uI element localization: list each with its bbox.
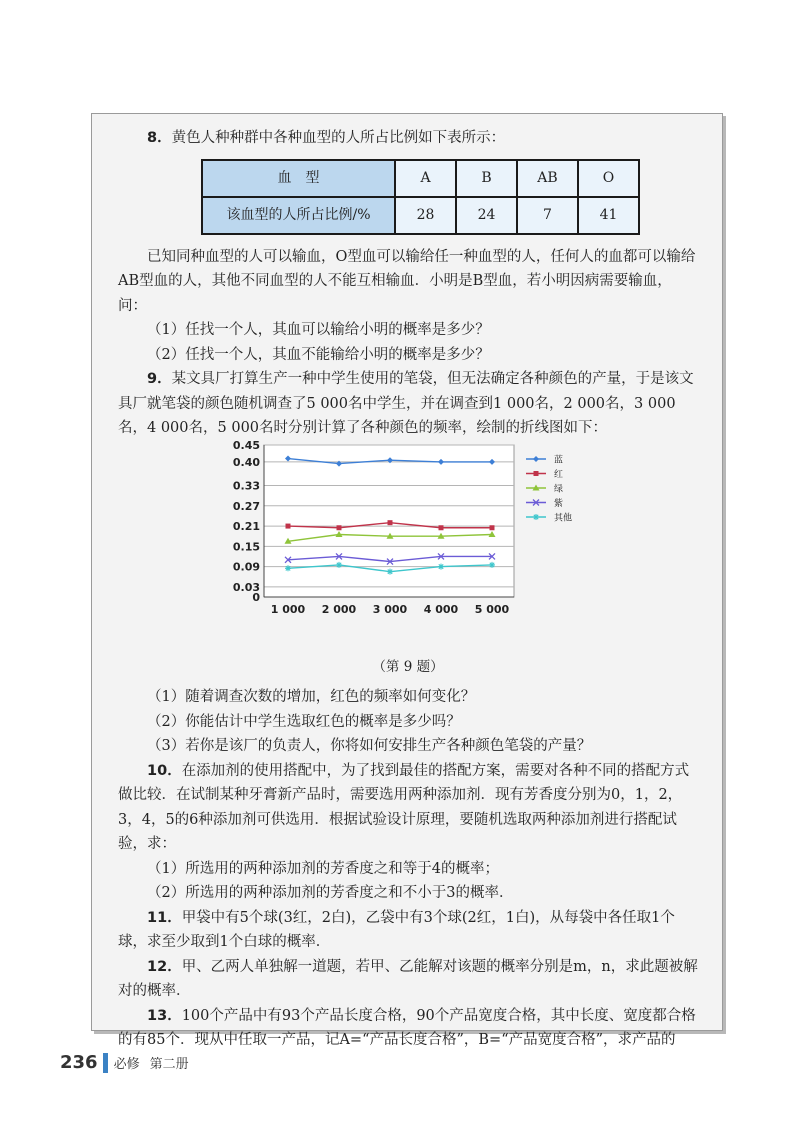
q11-para: 甲袋中有5个球(3红，2白)，乙袋中有3个球(2红，1白)，从每袋中各任取1个球，求至少取到1个白球的概率． bbox=[118, 909, 675, 950]
q9-para: 某文具厂打算生产一种中学生使用的笔袋，但无法确定各种颜色的产量，于是该文具厂就笔袋的颜色随机调查了5 000名中学生，并在调查到1 000名，2 000名，3 000名，4 000名，5 000名时分别计算了各种颜色的频率，绘制的折线图如下： bbox=[118, 371, 694, 436]
data-point bbox=[388, 520, 393, 525]
y-tick-label: 0.27 bbox=[232, 499, 260, 513]
q9-sub2: （2）你能估计中学生选取红色的概率是多少吗？ bbox=[147, 713, 461, 730]
footer-accent-bar bbox=[103, 1053, 108, 1073]
table-type-ab: AB bbox=[517, 160, 578, 197]
y-tick-label: 0 bbox=[252, 590, 260, 604]
chart-container bbox=[118, 441, 698, 651]
table-type-a: A bbox=[395, 160, 456, 197]
blood-type-table bbox=[201, 159, 640, 235]
book-name: 必修 bbox=[113, 1057, 140, 1072]
y-tick-label: 0.21 bbox=[232, 519, 260, 533]
data-point bbox=[439, 525, 444, 530]
y-tick-label: 0.09 bbox=[232, 560, 260, 574]
frequency-line-chart bbox=[118, 441, 698, 651]
q8-number: 8 bbox=[147, 130, 158, 146]
table-value-ab: 7 bbox=[517, 197, 578, 234]
data-point bbox=[336, 561, 342, 567]
q12-number: 12 bbox=[147, 958, 168, 975]
book-volume: 第二册 bbox=[149, 1057, 189, 1072]
data-point bbox=[438, 563, 444, 569]
q11-para-wrap: 11．甲袋中有5个球(3红，2白)，乙袋中有3个球(2红，1白)，从每袋中各任取1个球，求至少取到1个白球的概率． bbox=[118, 909, 675, 950]
table-value-o: 41 bbox=[578, 197, 639, 234]
y-tick-label: 0.33 bbox=[232, 479, 260, 493]
table-header-label: 血 型 bbox=[202, 160, 395, 197]
data-point bbox=[489, 561, 495, 567]
q10-para: 在添加剂的使用搭配中，为了找到最佳的搭配方案，需要对各种不同的搭配方式做比较．在试制某种牙膏新产品时，需要选用两种添加剂．现有芳香度分别为0，1，2，3，4，5的6种添加剂可供选用．根据试验设计原理，要随机选取两种添加剂进行搭配试验，求： bbox=[118, 762, 690, 852]
table-value-a: 28 bbox=[395, 197, 456, 234]
q10-sub1: （1）所选用的两种添加剂的芳香度之和等于4的概率； bbox=[147, 860, 499, 877]
y-tick-label: 0.15 bbox=[232, 539, 260, 553]
q9-number: 9 bbox=[147, 371, 158, 387]
q10-number: 10 bbox=[147, 762, 168, 779]
y-tick-label: 0.40 bbox=[232, 455, 260, 469]
q9-sub1: （1）随着调查次数的增加，红色的频率如何变化？ bbox=[147, 689, 476, 705]
table-type-o: O bbox=[578, 160, 639, 197]
legend-label: 红 bbox=[554, 469, 564, 480]
y-tick-label: 0.03 bbox=[232, 580, 260, 594]
legend-label: 其他 bbox=[554, 513, 573, 523]
x-tick-label: 1 000 bbox=[270, 602, 306, 616]
q8-sub2: （2）任找一个人，其血不能输给小明的概率是多少？ bbox=[147, 346, 490, 363]
data-point bbox=[490, 525, 495, 530]
x-tick-label: 5 000 bbox=[474, 602, 510, 616]
q8-sub1: （1）任找一个人，其血可以输给小明的概率是多少？ bbox=[147, 322, 490, 338]
legend-label: 蓝 bbox=[554, 455, 564, 465]
book-title bbox=[114, 1053, 199, 1072]
q11-number: 11 bbox=[147, 909, 168, 926]
x-tick-label: 2 000 bbox=[321, 602, 357, 616]
table-value-b: 24 bbox=[456, 197, 517, 234]
table-row bbox=[202, 197, 639, 234]
q12-para: 甲、乙两人单独解一道题，若甲、乙能解对该题的概率分别是m，n，求此题被解对的概率． bbox=[118, 958, 698, 999]
data-point bbox=[387, 568, 393, 574]
q13-para-wrap: 13．100个产品中有93个产品长度合格，90个产品宽度合格，其中长度、宽度都合格的有85个．现从中任取一产品，记A=“产品长度合格”，B=“产品宽度合格”，求产品的 bbox=[118, 1007, 696, 1048]
q10-para-wrap: 10．在添加剂的使用搭配中，为了找到最佳的搭配方案，需要对各种不同的搭配方式做比较．在试制某种牙膏新产品时，需要选用两种添加剂．现有芳香度分别为0，1，2，3，4，5的6种添加剂可供选用．根据试验设计原理，要随机选取两种添加剂进行搭配试验，求： bbox=[118, 762, 690, 852]
q10-sub2: （2）所选用的两种添加剂的芳香度之和不小于3的概率． bbox=[147, 885, 514, 901]
q9-para-wrap: 9．某文具厂打算生产一种中学生使用的笔袋，但无法确定各种颜色的产量，于是该文具厂就笔袋的颜色随机调查了5 000名中学生，并在调查到1 000名，2 000名，3 000名，4 000名，5 000名时分别计算了各种颜色的频率，绘制的折线图如下： bbox=[118, 371, 694, 436]
table-row bbox=[202, 160, 639, 197]
chart-caption: （第 9 题） bbox=[372, 658, 444, 675]
page-number: 236 bbox=[60, 1052, 98, 1073]
legend-label: 绿 bbox=[554, 484, 564, 494]
data-point bbox=[286, 523, 291, 528]
q8-intro: 8．黄色人种种群中各种血型的人所占比例如下表所示： bbox=[147, 130, 506, 146]
page-footer bbox=[60, 1052, 199, 1073]
data-point bbox=[285, 565, 291, 571]
x-tick-label: 4 000 bbox=[423, 602, 459, 616]
data-point bbox=[337, 525, 342, 530]
table-row-label: 该血型的人所占比例/% bbox=[202, 197, 395, 234]
legend-label: 紫 bbox=[554, 498, 564, 509]
legend-marker bbox=[534, 471, 539, 476]
y-tick-label: 0.45 bbox=[232, 440, 260, 452]
exercise-content bbox=[118, 126, 698, 1053]
q13-number: 13 bbox=[147, 1007, 168, 1024]
x-tick-label: 3 000 bbox=[372, 602, 408, 616]
legend-marker bbox=[533, 514, 539, 520]
table-type-b: B bbox=[456, 160, 517, 197]
q9-sub3: （3）若你是该厂的负责人，你将如何安排生产各种颜色笔袋的产量？ bbox=[147, 738, 592, 754]
q12-para-wrap: 12．甲、乙两人单独解一道题，若甲、乙能解对该题的概率分别是m，n，求此题被解对的概率． bbox=[118, 958, 698, 999]
q8-para: 已知同种血型的人可以输血，O型血可以输给任一种血型的人，任何人的血都可以输给AB型血的人，其他不同血型的人不能互相输血．小明是B型血，若小明因病需要输血，问： bbox=[118, 248, 696, 314]
legend-marker bbox=[533, 456, 539, 462]
q8-intro-text: 黄色人种种群中各种血型的人所占比例如下表所示： bbox=[171, 130, 506, 146]
q13-para: 100个产品中有93个产品长度合格，90个产品宽度合格，其中长度、宽度都合格的有85个．现从中任取一产品，记A=“产品长度合格”，B=“产品宽度合格”，求产品的 bbox=[118, 1007, 696, 1048]
